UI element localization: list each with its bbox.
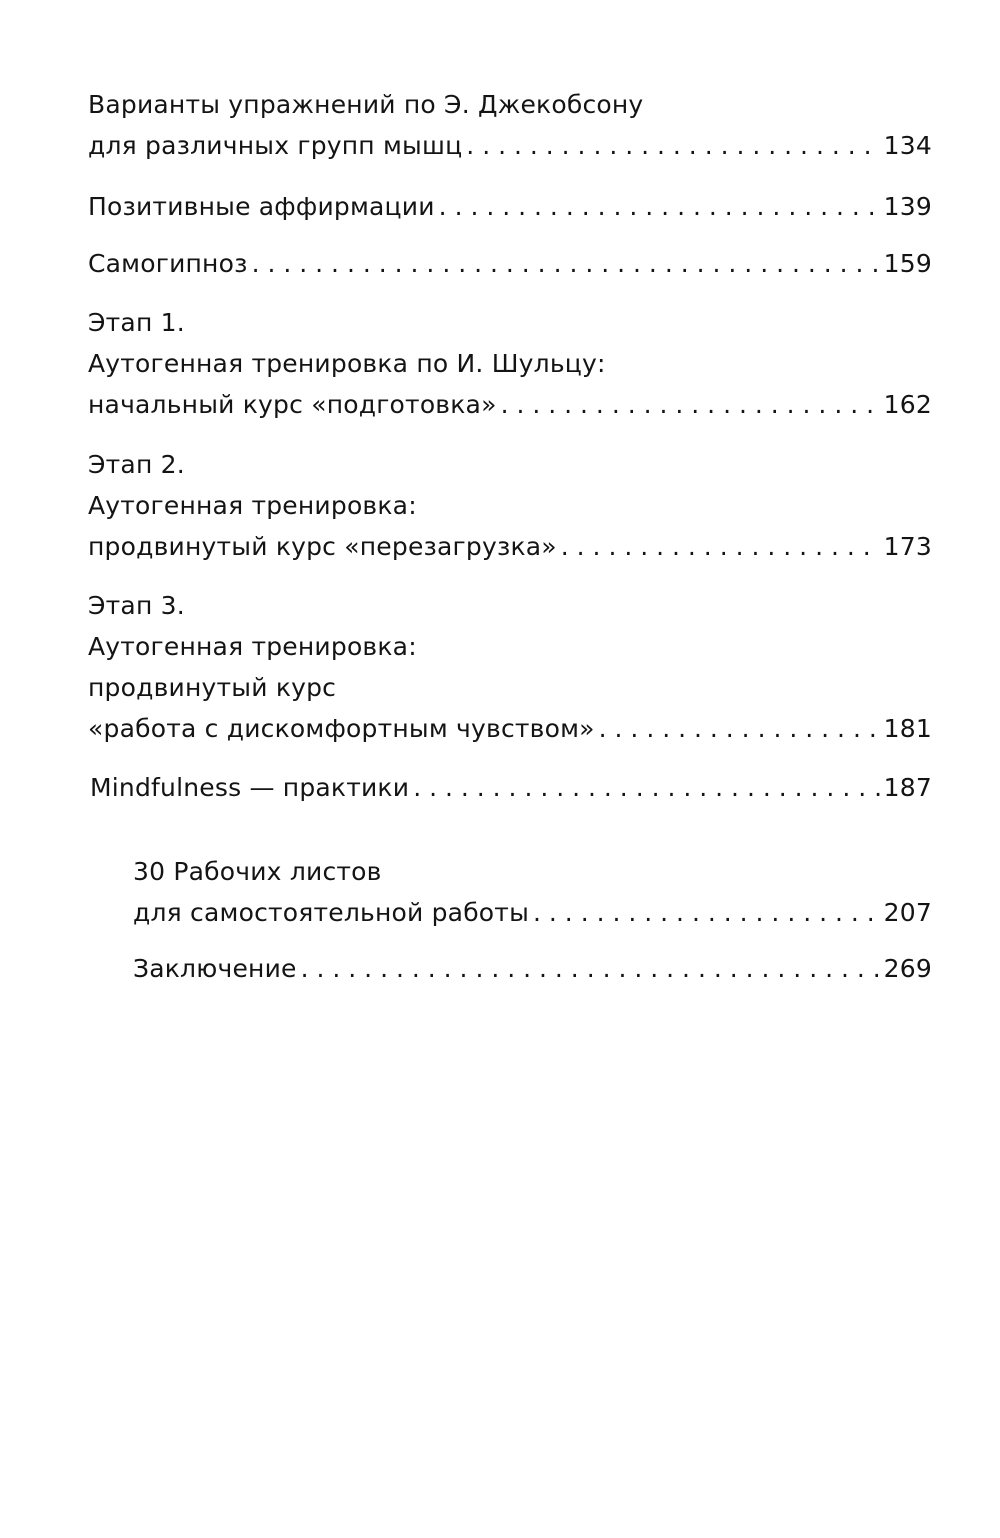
toc-entry — [133, 948, 932, 989]
toc-entry-title-line — [88, 84, 932, 125]
toc-entry-title-line — [88, 343, 932, 384]
page-number: 139 — [883, 192, 932, 221]
toc-entry-title-line-with-page — [88, 186, 932, 227]
page-number: 134 — [883, 131, 932, 160]
toc-entry — [88, 84, 932, 166]
toc-entry-title: Аутогенная тренировка: — [88, 632, 417, 661]
toc-entry-title-line — [133, 851, 932, 892]
toc-entry-title-line — [88, 485, 932, 526]
toc-entry-title: продвинутый курс «перезагрузка» — [88, 532, 557, 561]
dot-leader — [533, 892, 880, 933]
toc-entry-title-line-with-page — [88, 243, 932, 284]
toc-entry-title: Аутогенная тренировка: — [88, 491, 417, 520]
toc-entry-title-line — [88, 667, 932, 708]
toc-entry-title: для самостоятельной работы — [133, 898, 530, 927]
page-number: 162 — [883, 390, 932, 419]
toc-entry-title-line — [88, 302, 932, 343]
dot-leader — [439, 186, 880, 227]
dot-leader — [252, 243, 880, 284]
toc-entry — [88, 243, 932, 284]
toc-entry-title: Этап 2. — [88, 450, 185, 479]
toc-entry-title: Аутогенная тренировка по И. Шульцу: — [88, 349, 606, 378]
toc-entry-title-line-with-page — [133, 892, 932, 933]
dot-leader — [301, 948, 880, 989]
toc-entry-title: для различных групп мышц — [88, 131, 463, 160]
toc-entry-title: «работа с дискомфортным чувством» — [88, 714, 595, 743]
page-number: 181 — [883, 714, 932, 743]
toc-entry-title: начальный курс «подготовка» — [88, 390, 497, 419]
dot-leader — [413, 767, 879, 808]
page-number: 173 — [883, 532, 932, 561]
dot-leader — [501, 384, 880, 425]
toc-entry-title: Заключение — [133, 954, 297, 983]
toc-entry — [90, 767, 932, 808]
page-number: 159 — [883, 249, 932, 278]
dot-leader — [599, 708, 880, 749]
toc-entry-title: Этап 3. — [88, 591, 185, 620]
toc-entry-title: Варианты упражнений по Э. Джекобсону — [88, 90, 644, 119]
dot-leader — [561, 526, 880, 567]
toc-entry — [88, 186, 932, 227]
toc-entry-title-line — [88, 585, 932, 626]
page-number: 269 — [883, 954, 932, 983]
page-number: 187 — [883, 773, 932, 802]
toc-entry-title-line-with-page — [88, 708, 932, 749]
toc-entry — [88, 444, 932, 567]
toc-entry — [88, 585, 932, 749]
toc-entry-title: Этап 1. — [88, 308, 185, 337]
toc-entry — [88, 302, 932, 425]
dot-leader — [466, 125, 879, 166]
toc-entry-title-line-with-page — [133, 948, 932, 989]
toc-entry-title-line-with-page — [90, 767, 932, 808]
toc-entry-title: Позитивные аффирмации — [88, 192, 435, 221]
toc-entry-title: Самогипноз — [88, 249, 248, 278]
toc-entry-title-line-with-page — [88, 526, 932, 567]
toc-entry-title-line-with-page — [88, 125, 932, 166]
toc-entry-title: 30 Рабочих листов — [133, 857, 382, 886]
toc-entry-title: продвинутый курс — [88, 673, 337, 702]
toc-entry — [133, 851, 932, 933]
page-number: 207 — [883, 898, 932, 927]
toc-entry-title-line — [88, 444, 932, 485]
toc-entry-title: Mindfulness — практики — [90, 773, 410, 802]
toc-entry-title-line-with-page — [88, 384, 932, 425]
toc-entry-title-line — [88, 626, 932, 667]
